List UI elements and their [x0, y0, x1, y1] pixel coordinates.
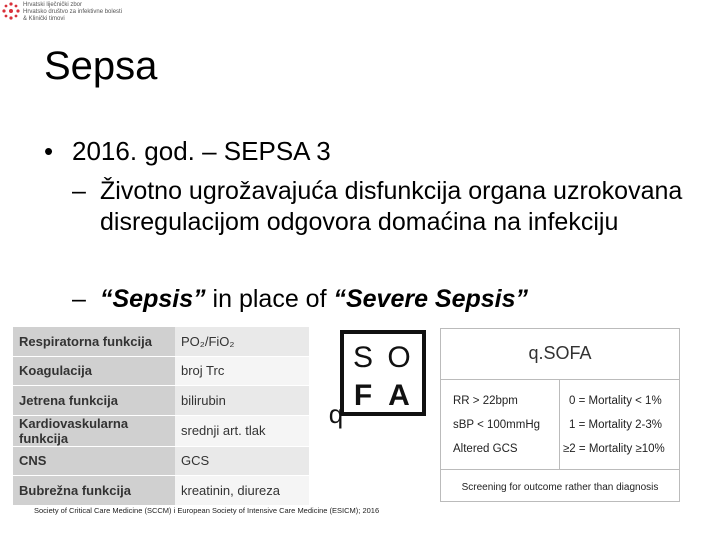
definition-text: Životno ugrožavajuća disfunkcija organa uzrokovana disregulacijom odgovora domaćina na infekciju	[100, 177, 683, 236]
measure-cell: srednji art. tlak	[175, 415, 309, 446]
bullet-item	[44, 136, 331, 167]
organ-cell: Kardiovaskularna funkcija	[13, 415, 175, 446]
score-item: 1 = Mortality 2-3%	[569, 419, 662, 431]
red-dots-logo-icon	[2, 2, 20, 20]
criterion-item: RR > 22bpm	[453, 395, 518, 407]
criterion-item: Altered GCS	[453, 443, 518, 455]
measure-cell: PO₂/FiO₂	[175, 327, 309, 357]
table-row	[13, 386, 309, 416]
divider	[559, 379, 560, 469]
divider	[441, 379, 679, 380]
criterion-item: sBP < 100mmHg	[453, 419, 541, 431]
table-row	[13, 476, 309, 505]
society-logo	[2, 2, 122, 23]
divider	[441, 469, 679, 470]
sub-bullet-definition	[72, 176, 700, 238]
sofa-letter-o: O	[387, 341, 411, 374]
table-row	[13, 446, 309, 476]
organ-cell: Bubrežna funkcija	[13, 476, 175, 505]
measure-cell: bilirubin	[175, 386, 309, 416]
table-row	[13, 356, 309, 386]
organ-cell: Jetrena funkcija	[13, 386, 175, 416]
logo-line: Hrvatsko društvo za infektivne bolesti	[23, 9, 123, 15]
dash-marker: –	[72, 285, 86, 313]
in-place-of-text: in place of	[205, 285, 334, 313]
organ-cell: Koagulacija	[13, 356, 175, 386]
qsofa-footer: Screening for outcome rather than diagnosis	[461, 482, 659, 493]
measure-cell: GCS	[175, 446, 309, 476]
bullet-text: 2016. god. – SEPSA 3	[72, 136, 331, 166]
logo-line: & Klinički timovi	[23, 16, 65, 22]
sepsis-term: “Sepsis”	[100, 285, 206, 313]
sofa-letter-f: F	[353, 379, 373, 412]
citation: Society of Critical Care Medicine (SCCM) i European Society of Intensive Care Medicine (ESICM); 2016	[34, 506, 380, 515]
qsofa-panel	[440, 328, 680, 502]
dash-marker: –	[72, 177, 86, 205]
severe-sepsis-term: “Severe Sepsis”	[333, 285, 529, 313]
table-row	[13, 327, 309, 357]
organ-cell: Respiratorna funkcija	[13, 327, 175, 357]
measure-cell: broj Trc	[175, 356, 309, 386]
sofa-letter-a: A	[388, 379, 410, 412]
organ-dysfunction-table	[13, 326, 309, 505]
measure-cell: kreatinin, diureza	[175, 476, 309, 505]
qsofa-logo	[328, 330, 428, 430]
sofa-prefix-q: q	[328, 399, 344, 429]
score-item: ≥2 = Mortality ≥10%	[563, 443, 665, 455]
sofa-letter-s: S	[352, 341, 374, 374]
table-row	[13, 415, 309, 446]
logo-line: Hrvatski liječnički zbor	[23, 2, 83, 8]
qsofa-title: q.SOFA	[528, 343, 592, 363]
slide-title: Sepsa	[44, 44, 158, 88]
score-item: 0 = Mortality < 1%	[569, 395, 662, 407]
organ-cell: CNS	[13, 446, 175, 476]
bullet-dot: •	[44, 136, 54, 166]
sub-bullet-sepsis-term	[72, 284, 529, 315]
